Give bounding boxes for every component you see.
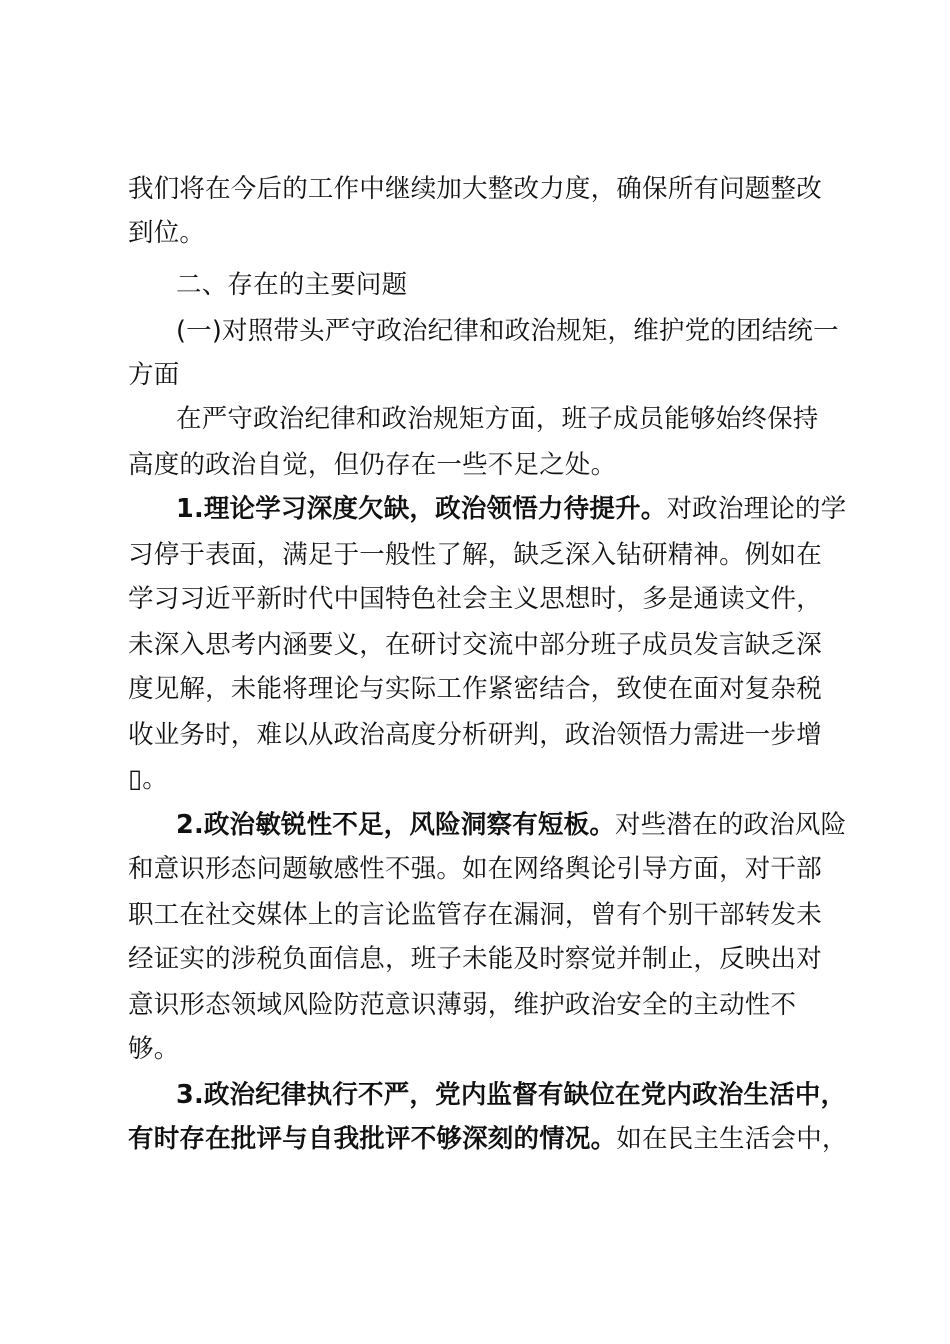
item1-line: 未深入思考内涵要义，在研讨交流中部分班子成员发言缺乏深: [128, 630, 822, 660]
intro-line: 在严守政治纪律和政治规矩方面，班子成员能够始终保持: [176, 404, 819, 434]
item1-first-line: [176, 492, 846, 526]
item2-line: 够。: [128, 1034, 180, 1064]
item2-line: 和意识形态问题敏感性不强。如在网络舆论引导方面，对干部: [128, 854, 822, 884]
sub-heading-line: 方面: [128, 360, 180, 390]
section-heading: 二、存在的主要问题: [176, 270, 408, 300]
item2-line: 职工在社交媒体上的言论监管存在漏洞，曾有个别干部转发未: [128, 900, 822, 930]
item1-line: ▯。: [128, 764, 168, 794]
item2-line: 意识形态领域风险防范意识薄弱，维护政治安全的主动性不: [128, 990, 797, 1020]
item3-heading: 有时存在批评与自我批评不够深刻的情况。: [128, 1124, 617, 1154]
intro-line: 高度的政治自觉，但仍存在一些不足之处。: [128, 450, 617, 480]
item1-line: 习停于表面，满足于一般性了解，缺乏深入钻研精神。例如在: [128, 540, 822, 570]
paragraph-line: 我们将在今后的工作中继续加大整改力度，确保所有问题整改: [128, 174, 822, 204]
item1-line: 收业务时，难以从政治高度分析研判，政治领悟力需进一步增: [128, 720, 822, 750]
item2-heading: 2.政治敏锐性不足，风险洞察有短板。: [176, 810, 616, 840]
item1-line: 学习习近平新时代中国特色社会主义思想时，多是通读文件，: [128, 584, 822, 614]
item2-first-line: [176, 808, 846, 842]
item1-line: 度见解，未能将理论与实际工作紧密结合，致使在面对复杂税: [128, 674, 822, 704]
item3-text: 如在民主生活会中，: [616, 1124, 848, 1154]
item2-line: 经证实的涉税负面信息，班子未能及时察觉并制止，反映出对: [128, 944, 822, 974]
item1-text: 对政治理论的学: [666, 494, 847, 524]
sub-heading-line: (一)对照带头严守政治纪律和政治规矩，维护党的团结统一: [176, 316, 839, 346]
item3-heading-line: 3.政治纪律执行不严，党内监督有缺位在党内政治生活中，: [176, 1080, 847, 1110]
item3-second-line: [128, 1122, 848, 1156]
item2-text: 对些潜在的政治风险: [615, 810, 847, 840]
item1-heading: 1.理论学习深度欠缺，政治领悟力待提升。: [176, 494, 667, 524]
paragraph-line: 到位。: [128, 218, 206, 248]
